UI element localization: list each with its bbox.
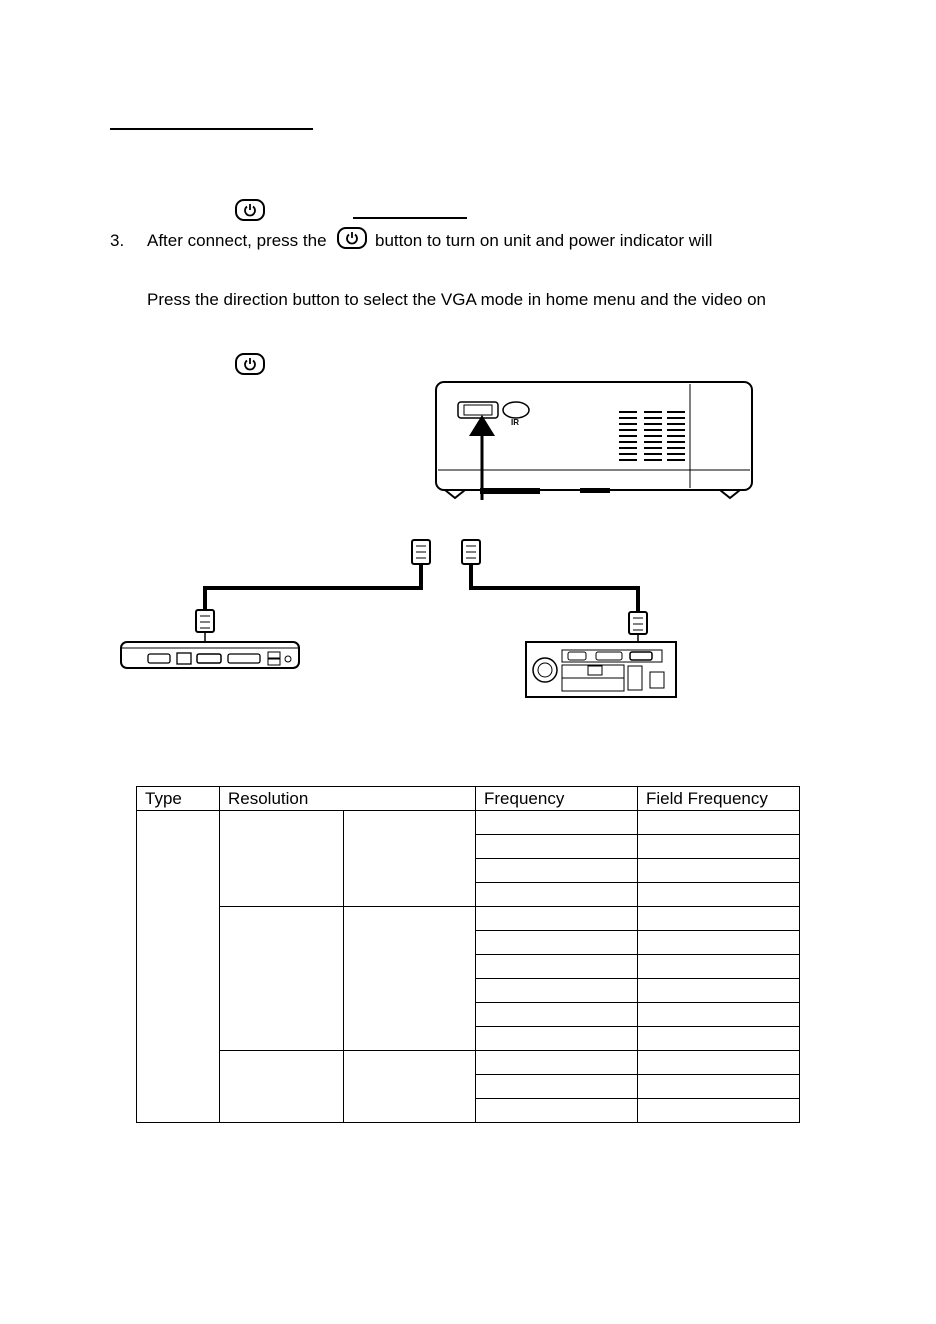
table-cell — [638, 1099, 800, 1123]
table-cell — [476, 1027, 638, 1051]
table-cell — [476, 1075, 638, 1099]
table-cell — [638, 835, 800, 859]
table-cell — [344, 907, 476, 1051]
projector-ir-label: IR — [511, 418, 519, 427]
step-text-before: After connect, press the — [147, 231, 327, 250]
power-button-icon — [337, 227, 367, 249]
table-header-type: Type — [137, 787, 220, 811]
table-cell — [638, 1003, 800, 1027]
table-cell — [476, 1003, 638, 1027]
table-cell — [476, 883, 638, 907]
table-cell — [638, 955, 800, 979]
projector-illustration — [436, 382, 752, 500]
vga-mode-note: Press the direction button to select the VGA mode in home menu and the video on — [147, 290, 766, 309]
table-cell — [638, 931, 800, 955]
table-cell — [476, 955, 638, 979]
table-cell — [638, 883, 800, 907]
section-heading-underline — [110, 128, 313, 130]
table-header-field-frequency: Field Frequency — [638, 787, 800, 811]
table-cell — [476, 907, 638, 931]
table-cell — [638, 907, 800, 931]
table-cell — [476, 811, 638, 835]
table-cell — [476, 1051, 638, 1075]
table-cell — [638, 859, 800, 883]
table-cell — [137, 811, 220, 1123]
table-cell — [638, 1051, 800, 1075]
table-header-frequency: Frequency — [476, 787, 638, 811]
table-header-resolution: Resolution — [220, 787, 476, 811]
power-button-icon — [235, 199, 265, 221]
table-cell — [476, 931, 638, 955]
desktop-pc-illustration — [526, 642, 676, 697]
table-cell — [638, 1075, 800, 1099]
table-cell — [220, 811, 344, 907]
table-cell — [344, 811, 476, 907]
vga-connection-diagram — [0, 370, 936, 710]
table-cell — [476, 835, 638, 859]
resolution-table — [136, 786, 800, 1123]
table-cell — [220, 1051, 344, 1123]
table-cell — [344, 1051, 476, 1123]
table-cell — [220, 907, 344, 1051]
table-cell — [638, 1027, 800, 1051]
laptop-illustration — [121, 642, 299, 668]
text-underline — [353, 217, 467, 219]
step-text-after: button to turn on unit and power indicator will — [375, 231, 713, 250]
step-number: 3. — [110, 231, 125, 250]
table-cell — [638, 811, 800, 835]
table-cell — [638, 979, 800, 1003]
table-cell — [476, 979, 638, 1003]
table-cell — [476, 1099, 638, 1123]
table-cell — [476, 859, 638, 883]
